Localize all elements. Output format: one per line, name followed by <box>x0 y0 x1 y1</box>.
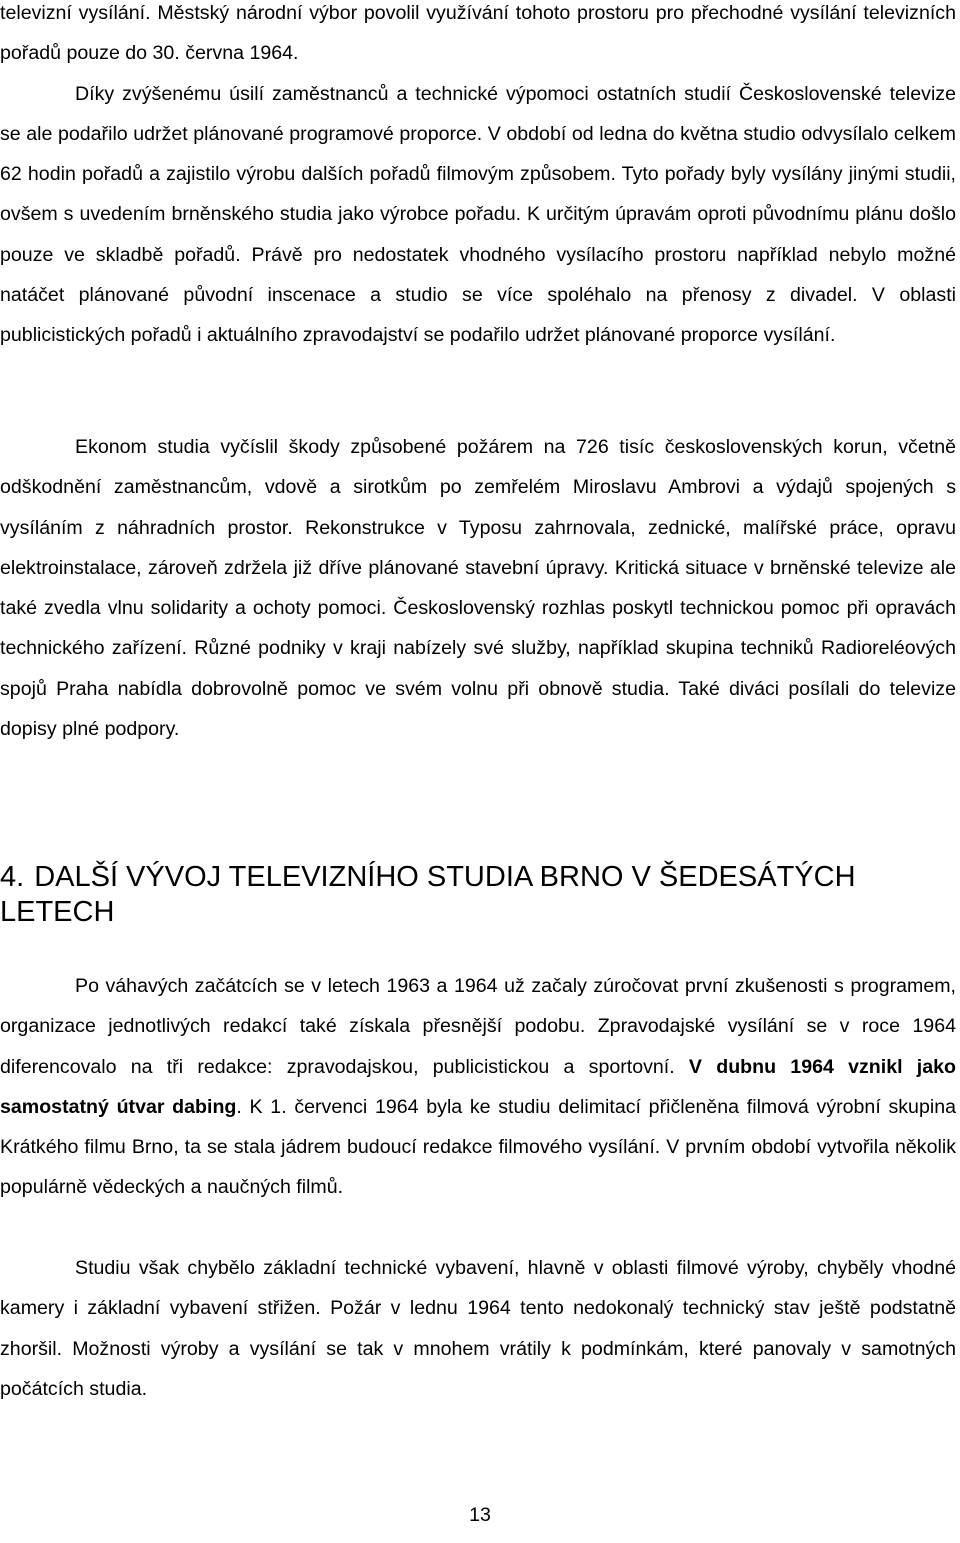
text-block-top <box>0 0 956 356</box>
page-number: 13 <box>469 1504 491 1526</box>
chapter-title: DALŠÍ VÝVOJ TELEVIZNÍHO STUDIA BRNO V ŠEDESÁTÝCH LETECH <box>0 861 856 928</box>
paragraph-production-proportions: Díky zvýšenému úsilí zaměstnanců a technické výpomoci ostatních studií Československé televize se ale podařilo udržet plánované programové proporce. V období od ledna do května studio odvysílalo celkem 62 hodin pořadů a zajistilo výrobu dalších pořadů filmovým způsobem. Tyto pořady byly vysílány jinými studii, ovšem s uvedením brněnského studia jako výrobce pořadu. K určitým úpravám oproti původnímu plánu došlo pouze ve skladbě pořadů. Právě pro nedostatek vhodného vysílacího prostoru například nebylo možné natáčet plánované původní inscenace a studio se více spoléhalo na přenosy z divadel. V oblasti publicistických pořadů i aktuálního zpravodajství se podařilo udržet plánované proporce vysílání. <box>0 82 956 347</box>
paragraph-text-before: Po váhavých začátcích se v letech 1963 a 1964 už začaly zúročovat první zkušenosti s programem, organizace jednotlivých redakcí také získala přesnější podobu. Zpravodajské vysílání se v roce 1964 diferencovalo na tři redakce: zpravodajskou, publicistickou a sportovní. <box>0 975 956 1078</box>
chapter-heading <box>0 860 958 930</box>
paragraph-bold-dubbing: V dubnu 1964 vznikl jako samostatný útvar dabing <box>0 1055 956 1118</box>
paragraph-early-development <box>0 966 956 1208</box>
paragraph-text-after: . K 1. červenci 1964 byla ke studiu delimitací přičleněna filmová výrobní skupina Krátkého filmu Brno, ta se stala jádrem budoucí redakce filmového vysílání. V prvním období vytvořila několik populárně vědeckých a naučných filmů. <box>0 1095 956 1199</box>
chapter-number: 4. <box>0 861 25 893</box>
paragraph-continuation: televizní vysílání. Městský národní výbor povolil využívání tohoto prostoru pro přechodné vysílání televizních pořadů pouze do 30. června 1964. <box>0 2 956 65</box>
paragraph-fire-damage: Ekonom studia vyčíslil škody způsobené požárem na 726 tisíc československých korun, včetně odškodnění zaměstnancům, vdově a sirotkům po zemřelém Miroslavu Ambrovi a výdajů spojených s vysíláním z náhradních prostor. Rekonstrukce v Typosu zahrnovala, zednické, malířské práce, opravu elektroinstalace, zároveň zdržela již dříve plánované stavební úpravy. Kritická situace v brněnské televize ale také zvedla vlnu solidarity a ochoty pomoci. Československý rozhlas poskytl technickou pomoc při opravách technického zařízení. Různé podniky v kraji nabízely své služby, například skupina techniků Radioreléových spojů Praha nabídla dobrovolně pomoc ve svém volnu při obnově studia. Také diváci posílali do televize dopisy plné podpory. <box>0 436 956 741</box>
paragraph-equipment-shortage: Studiu však chybělo základní technické vybavení, hlavně v oblasti filmové výroby, chyběly vhodné kamery i základní vybavení střižen. Požár v lednu 1964 tento nedokonalý technický stav ještě podstatně zhoršil. Možnosti výroby a vysílání se tak v mnohem vrátily k podmínkám, které panovaly v samotných počátcích studia. <box>0 1257 956 1400</box>
